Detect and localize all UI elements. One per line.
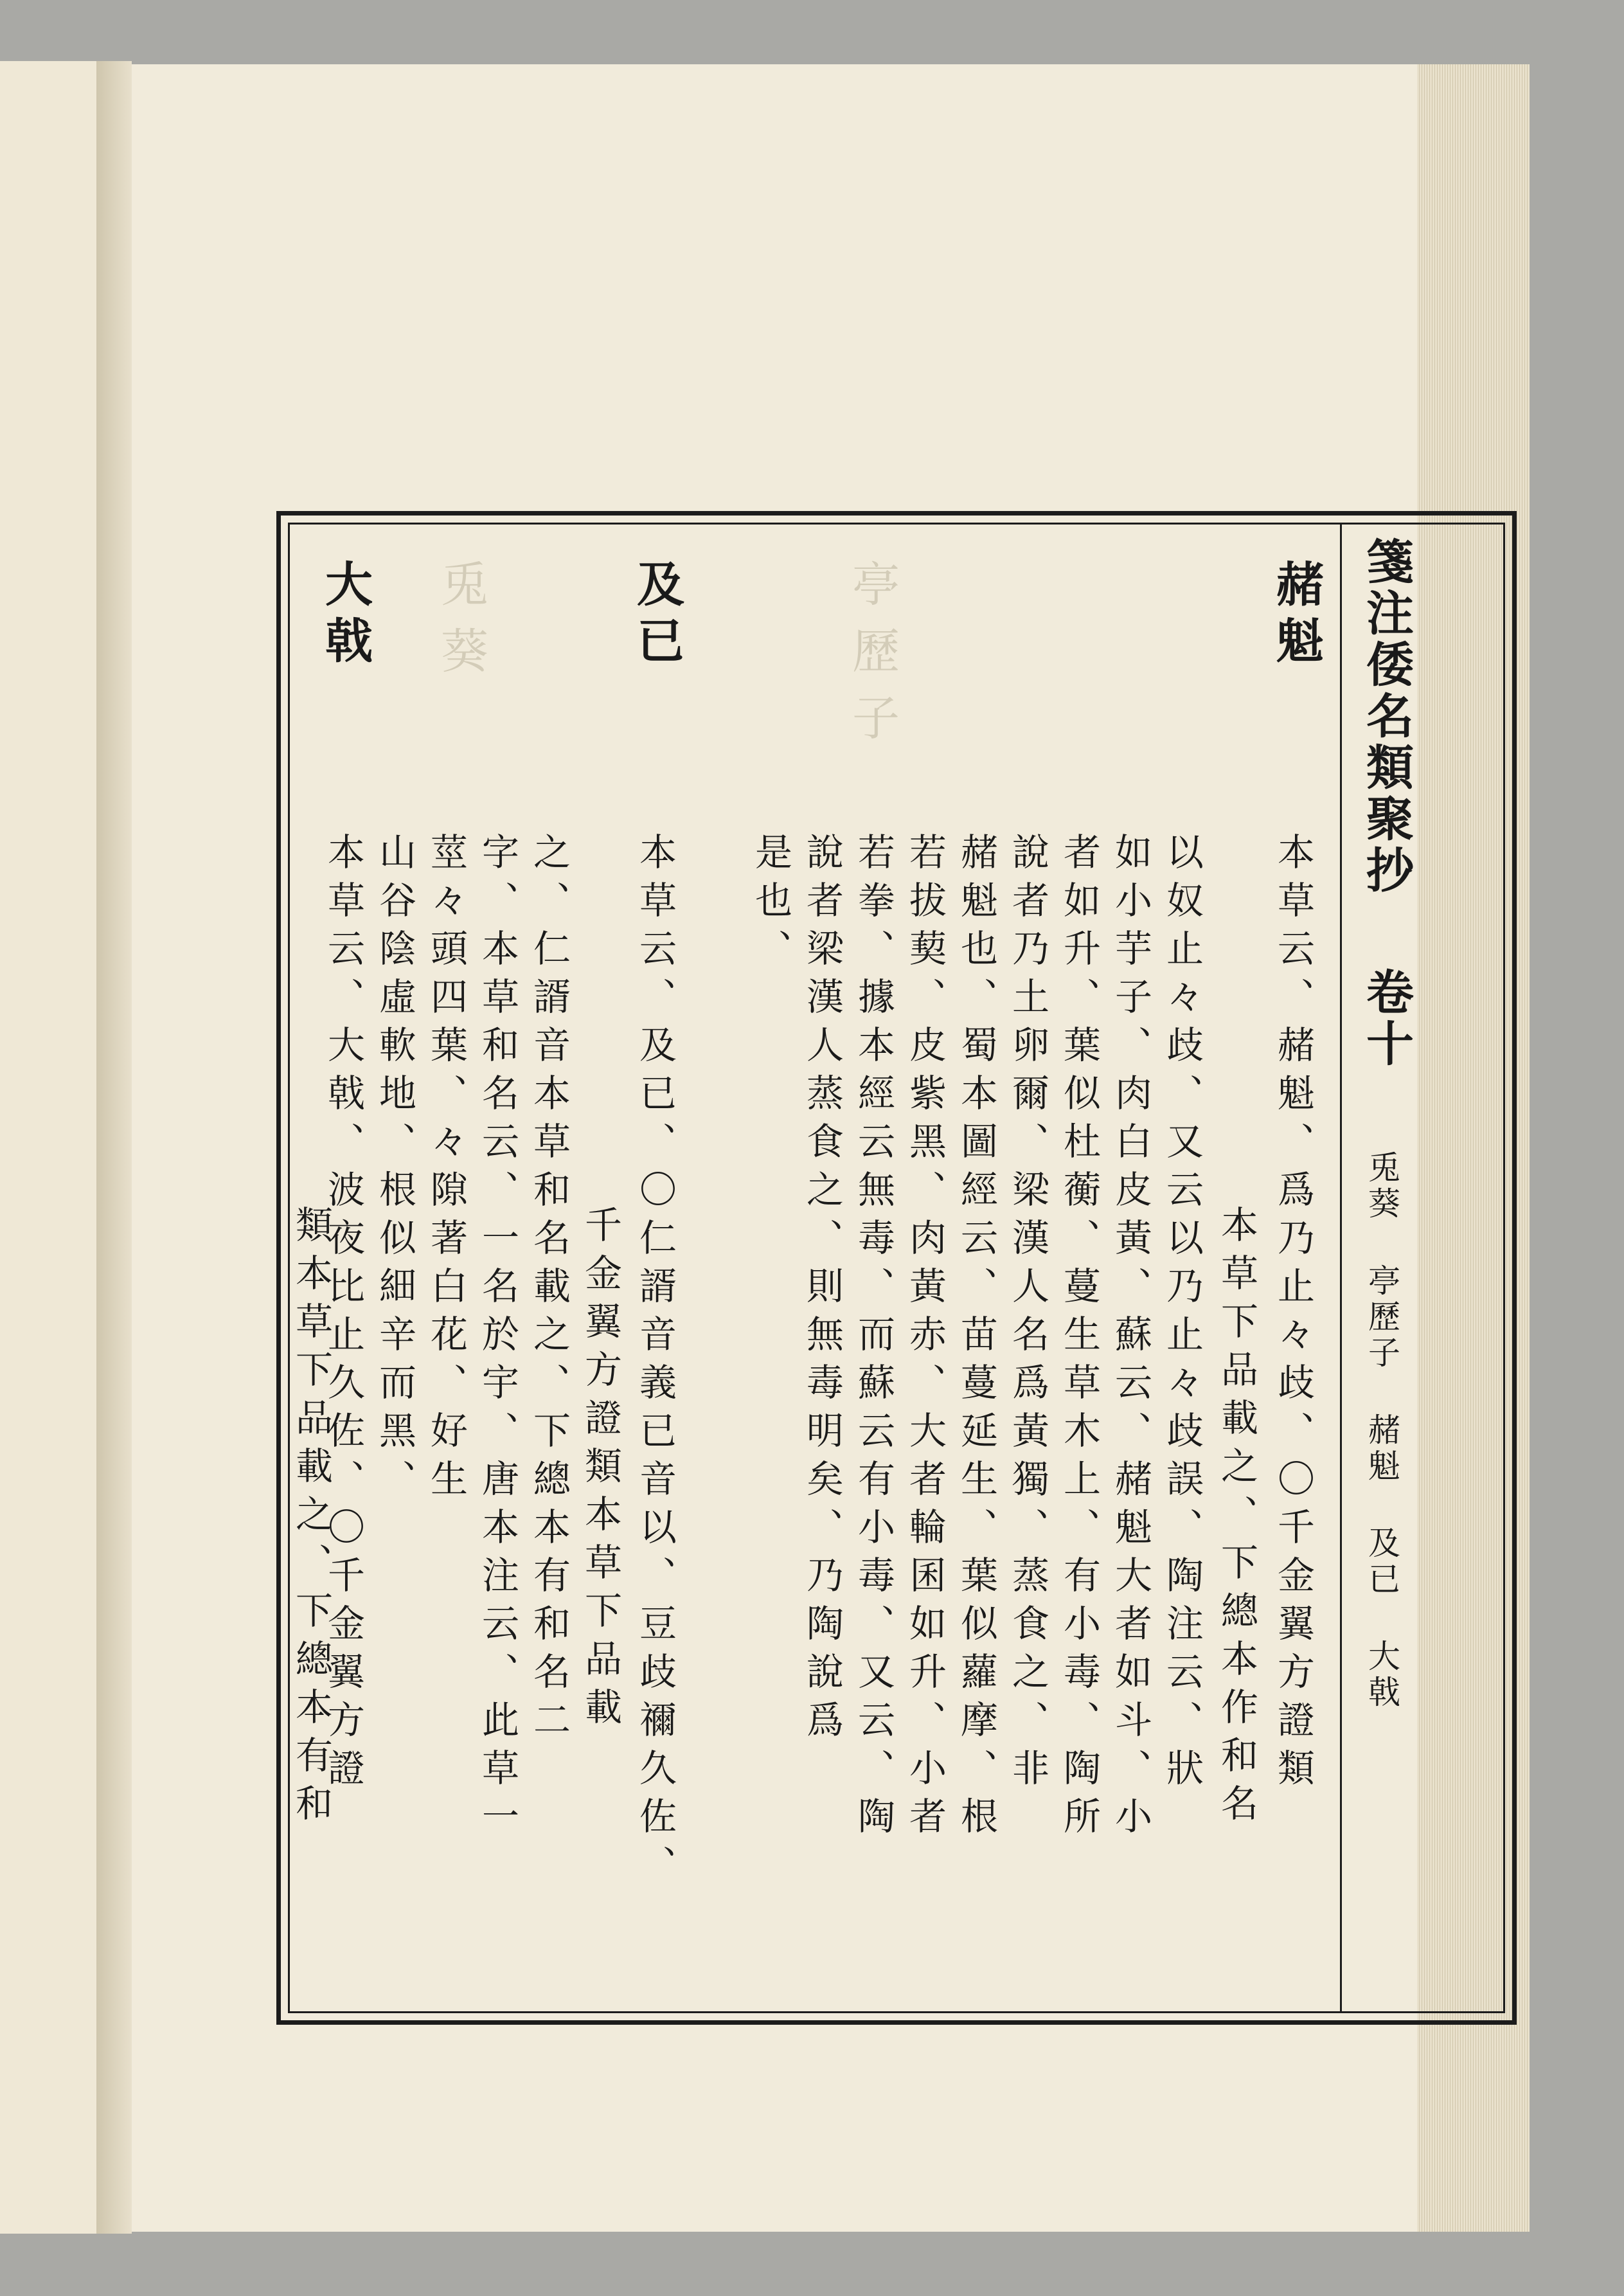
entry-headword: 大戟 [317,559,373,672]
entry-text-line: 莖々頭四葉、々隙著白花、好生 [424,832,468,1507]
entry-text-line: 者如升、葉似杜蘅、蔓生草木上、有小毒、陶所 [1057,832,1101,1845]
entry-text-line: 以奴止々歧、又云以乃止々歧誤、陶注云、狀 [1160,832,1204,1797]
entry-text-line: 之、仁諝音本草和名載之、下總本有和名二 [527,832,571,1748]
entry-text-line: 若拳、據本經云無毒、而蘇云有小毒、又云、陶 [852,832,895,1845]
entry-text-line: 字、本草和名云、一名於宇、唐本注云、此草一 [476,832,519,1845]
book-title: 箋注倭名類聚抄 [1359,537,1414,897]
entry-text-line: 本草云、赭魁、爲乃止々歧、〇千金翼方證類 [1271,832,1315,1797]
entry-text-line: 類本草下品載之、下總本有和 [289,1205,333,1832]
entry-text-line: 本草云、大戟、波夜比止久佐、〇千金翼方證 [321,832,365,1797]
volume-number: 卷十 [1359,967,1414,1070]
entry-text-line: 說者梁漢人蒸食之、則無毒明矣、乃陶說爲 [800,832,844,1748]
entry-text-line: 如小芋子、肉白皮黃、蘇云、赭魁大者如斗、小 [1109,832,1152,1845]
entry-text-line: 山谷陰虛軟地、根似細辛而黑、 [373,832,416,1507]
entry-text-line: 千金翼方證類本草下品載 [578,1205,622,1735]
entry-text-line: 本草云、及已、〇仁諝音義已音以、豆歧禰久佐、 [633,832,677,1893]
section-contents: 兎葵 亭歷子 赭魁 及已 大戟 [1363,1151,1400,1711]
entry-text-line: 是也、 [749,832,792,977]
ghost-heading: 亭歷子 [844,559,900,760]
ghost-heading: 兎葵 [433,559,488,693]
entry-text-line: 若拔葜、皮紫黑、肉黃赤、大者輪囷如升、小者 [903,832,947,1845]
book-gutter [96,61,132,2234]
entry-headword: 及已 [629,559,684,672]
left-page [0,61,100,2234]
entry-text-line: 本草下品載之、下總本作和名 [1215,1205,1258,1832]
text-frame-inner [288,523,1505,2013]
header-divider [1340,523,1342,2013]
entry-headword: 赭魁 [1269,559,1324,672]
entry-text-line: 說者乃土卵爾、梁漢人名爲黃獨、蒸食之、非 [1006,832,1049,1797]
entry-text-line: 赭魁也、蜀本圖經云、苗蔓延生、葉似蘿摩、根 [954,832,998,1845]
